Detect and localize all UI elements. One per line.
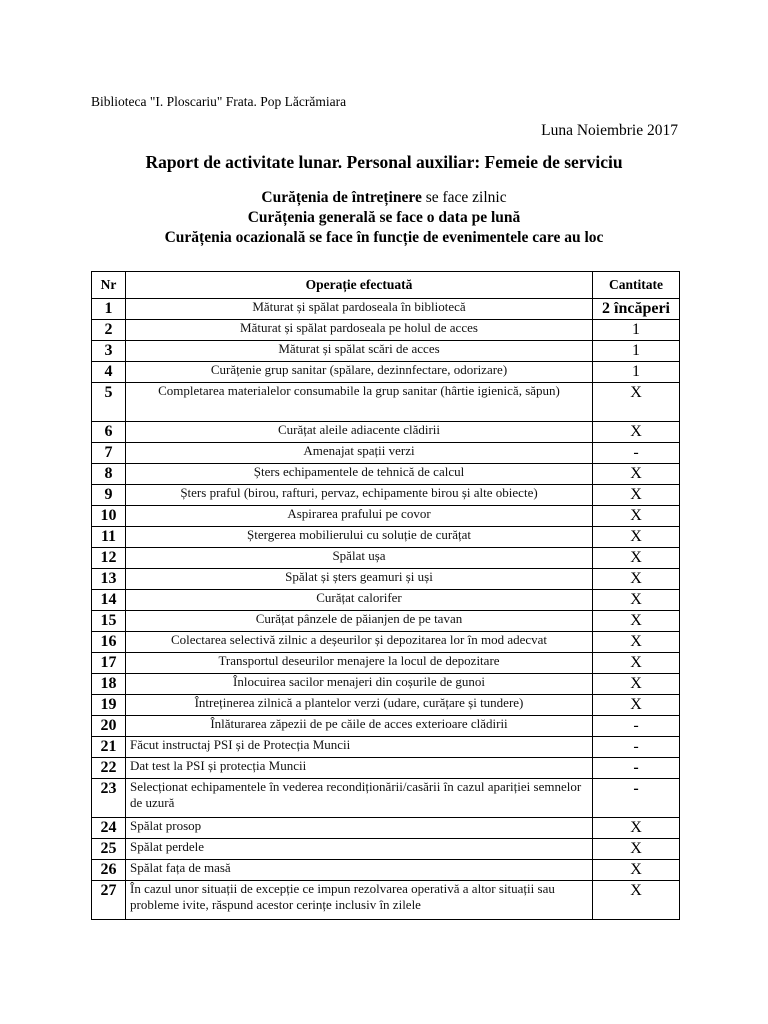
row-operation: Curățat calorifer: [126, 590, 593, 611]
table-row: [92, 779, 680, 818]
table-row: [92, 674, 680, 695]
row-number: 19: [92, 695, 126, 716]
row-operation: Șters praful (birou, rafturi, pervaz, echipamente birou și alte obiecte): [126, 485, 593, 506]
table-row: [92, 443, 680, 464]
row-number: 4: [92, 362, 126, 383]
row-number: 10: [92, 506, 126, 527]
row-quantity: X: [593, 695, 680, 716]
row-number: 12: [92, 548, 126, 569]
header-quantity: Cantitate: [593, 272, 680, 299]
row-quantity: -: [593, 737, 680, 758]
row-quantity: -: [593, 779, 680, 818]
row-quantity: X: [593, 464, 680, 485]
row-number: 13: [92, 569, 126, 590]
row-operation: Spălat ușa: [126, 548, 593, 569]
row-operation: Măturat și spălat scări de acces: [126, 341, 593, 362]
row-operation: Dat test la PSI și protecția Muncii: [126, 758, 593, 779]
table-row: [92, 695, 680, 716]
row-number: 26: [92, 860, 126, 881]
note-line-3: Curățenia ocazională se face în funcție de evenimentele care au loc: [164, 229, 604, 246]
row-operation: Spălat și șters geamuri și uși: [126, 569, 593, 590]
row-quantity: X: [593, 590, 680, 611]
header-operation: Operație efectuată: [126, 272, 593, 299]
table-row: [92, 716, 680, 737]
row-quantity: 1: [593, 320, 680, 341]
row-quantity: X: [593, 548, 680, 569]
table-row: [92, 653, 680, 674]
row-quantity: X: [593, 674, 680, 695]
report-month: Luna Noiembrie 2017: [541, 122, 678, 139]
row-operation: Selecționat echipamentele în vederea recondiționării/casării în cazul apariției semnelor de uzură: [126, 779, 593, 818]
row-number: 17: [92, 653, 126, 674]
row-operation: Spălat prosop: [126, 818, 593, 839]
row-number: 23: [92, 779, 126, 818]
row-quantity: 1: [593, 362, 680, 383]
table-row: [92, 758, 680, 779]
row-operation: Curățat aleile adiacente clădirii: [126, 422, 593, 443]
table-body: [92, 299, 680, 920]
row-operation: Aspirarea prafului pe covor: [126, 506, 593, 527]
row-quantity: X: [593, 506, 680, 527]
table-row: [92, 818, 680, 839]
row-operation: Amenajat spații verzi: [126, 443, 593, 464]
row-operation: Înlocuirea sacilor menajeri din coșurile de gunoi: [126, 674, 593, 695]
row-number: 9: [92, 485, 126, 506]
row-number: 3: [92, 341, 126, 362]
row-quantity: -: [593, 716, 680, 737]
row-number: 16: [92, 632, 126, 653]
table-row: [92, 737, 680, 758]
activity-table: [91, 271, 680, 920]
row-number: 2: [92, 320, 126, 341]
row-number: 14: [92, 590, 126, 611]
row-number: 8: [92, 464, 126, 485]
row-number: 25: [92, 839, 126, 860]
row-operation: Transportul deseurilor menajere la locul de depozitare: [126, 653, 593, 674]
table-row: [92, 860, 680, 881]
row-quantity: -: [593, 443, 680, 464]
table-row: [92, 506, 680, 527]
row-quantity: X: [593, 569, 680, 590]
row-operation: Spălat fața de masă: [126, 860, 593, 881]
institution-line: Biblioteca "I. Ploscariu" Frata. Pop Lăcrămiara: [91, 94, 347, 109]
row-quantity: X: [593, 611, 680, 632]
row-operation: Curățat pânzele de păianjen de pe tavan: [126, 611, 593, 632]
cleaning-notes: [0, 188, 768, 248]
row-operation: Spălat perdele: [126, 839, 593, 860]
row-quantity: X: [593, 422, 680, 443]
row-quantity: -: [593, 758, 680, 779]
table-row: [92, 320, 680, 341]
row-operation: Măturat și spălat pardoseala în bibliotecă: [126, 299, 593, 320]
row-quantity: X: [593, 839, 680, 860]
note-line-2: Curățenia generală se face o data pe lună: [247, 209, 521, 226]
row-quantity: X: [593, 881, 680, 920]
table-row: [92, 362, 680, 383]
table-row: [92, 632, 680, 653]
note-line-1-rest: se face zilnic: [421, 189, 507, 206]
table-row: [92, 485, 680, 506]
row-number: 1: [92, 299, 126, 320]
table-row: [92, 527, 680, 548]
table-row: [92, 590, 680, 611]
table-row: [92, 383, 680, 422]
table-row: [92, 464, 680, 485]
row-number: 22: [92, 758, 126, 779]
row-quantity: X: [593, 632, 680, 653]
row-number: 5: [92, 383, 126, 422]
note-line-1-bold: Curățenia de întreținere: [261, 189, 422, 206]
row-operation: Făcut instructaj PSI și de Protecția Muncii: [126, 737, 593, 758]
row-quantity: X: [593, 485, 680, 506]
row-operation: În cazul unor situații de excepție ce impun rezolvarea operativă a altor situații sau probleme ivite, răspund acestor cerințe inclusiv în zilele: [126, 881, 593, 920]
row-number: 21: [92, 737, 126, 758]
row-operation: Înlăturarea zăpezii de pe căile de acces exterioare clădirii: [126, 716, 593, 737]
row-operation: Întreținerea zilnică a plantelor verzi (udare, curățare și tundere): [126, 695, 593, 716]
row-quantity: X: [593, 527, 680, 548]
row-number: 27: [92, 881, 126, 920]
row-number: 7: [92, 443, 126, 464]
row-operation: Completarea materialelor consumabile la grup sanitar (hârtie igienică, săpun): [126, 383, 593, 422]
row-operation: Curățenie grup sanitar (spălare, dezinnfectare, odorizare): [126, 362, 593, 383]
row-quantity: 2 încăperi: [593, 299, 680, 320]
table-row: [92, 422, 680, 443]
row-quantity: X: [593, 383, 680, 422]
row-operation: Ștergerea mobilierului cu soluție de curățat: [126, 527, 593, 548]
table-header-row: [92, 272, 680, 299]
table-row: [92, 341, 680, 362]
table-row: [92, 611, 680, 632]
row-operation: Colectarea selectivă zilnic a deșeurilor și depozitarea lor în mod adecvat: [126, 632, 593, 653]
table-row: [92, 881, 680, 920]
row-operation: Măturat și spălat pardoseala pe holul de acces: [126, 320, 593, 341]
report-title: Raport de activitate lunar. Personal auxiliar: Femeie de serviciu: [145, 152, 623, 172]
row-quantity: 1: [593, 341, 680, 362]
row-quantity: X: [593, 860, 680, 881]
row-number: 18: [92, 674, 126, 695]
table-row: [92, 569, 680, 590]
row-number: 20: [92, 716, 126, 737]
row-number: 11: [92, 527, 126, 548]
header-nr: Nr: [92, 272, 126, 299]
row-number: 24: [92, 818, 126, 839]
note-line-1: [0, 188, 768, 208]
row-number: 15: [92, 611, 126, 632]
row-quantity: X: [593, 818, 680, 839]
table-row: [92, 839, 680, 860]
table-row: [92, 299, 680, 320]
row-number: 6: [92, 422, 126, 443]
row-quantity: X: [593, 653, 680, 674]
row-operation: Șters echipamentele de tehnică de calcul: [126, 464, 593, 485]
table-row: [92, 548, 680, 569]
